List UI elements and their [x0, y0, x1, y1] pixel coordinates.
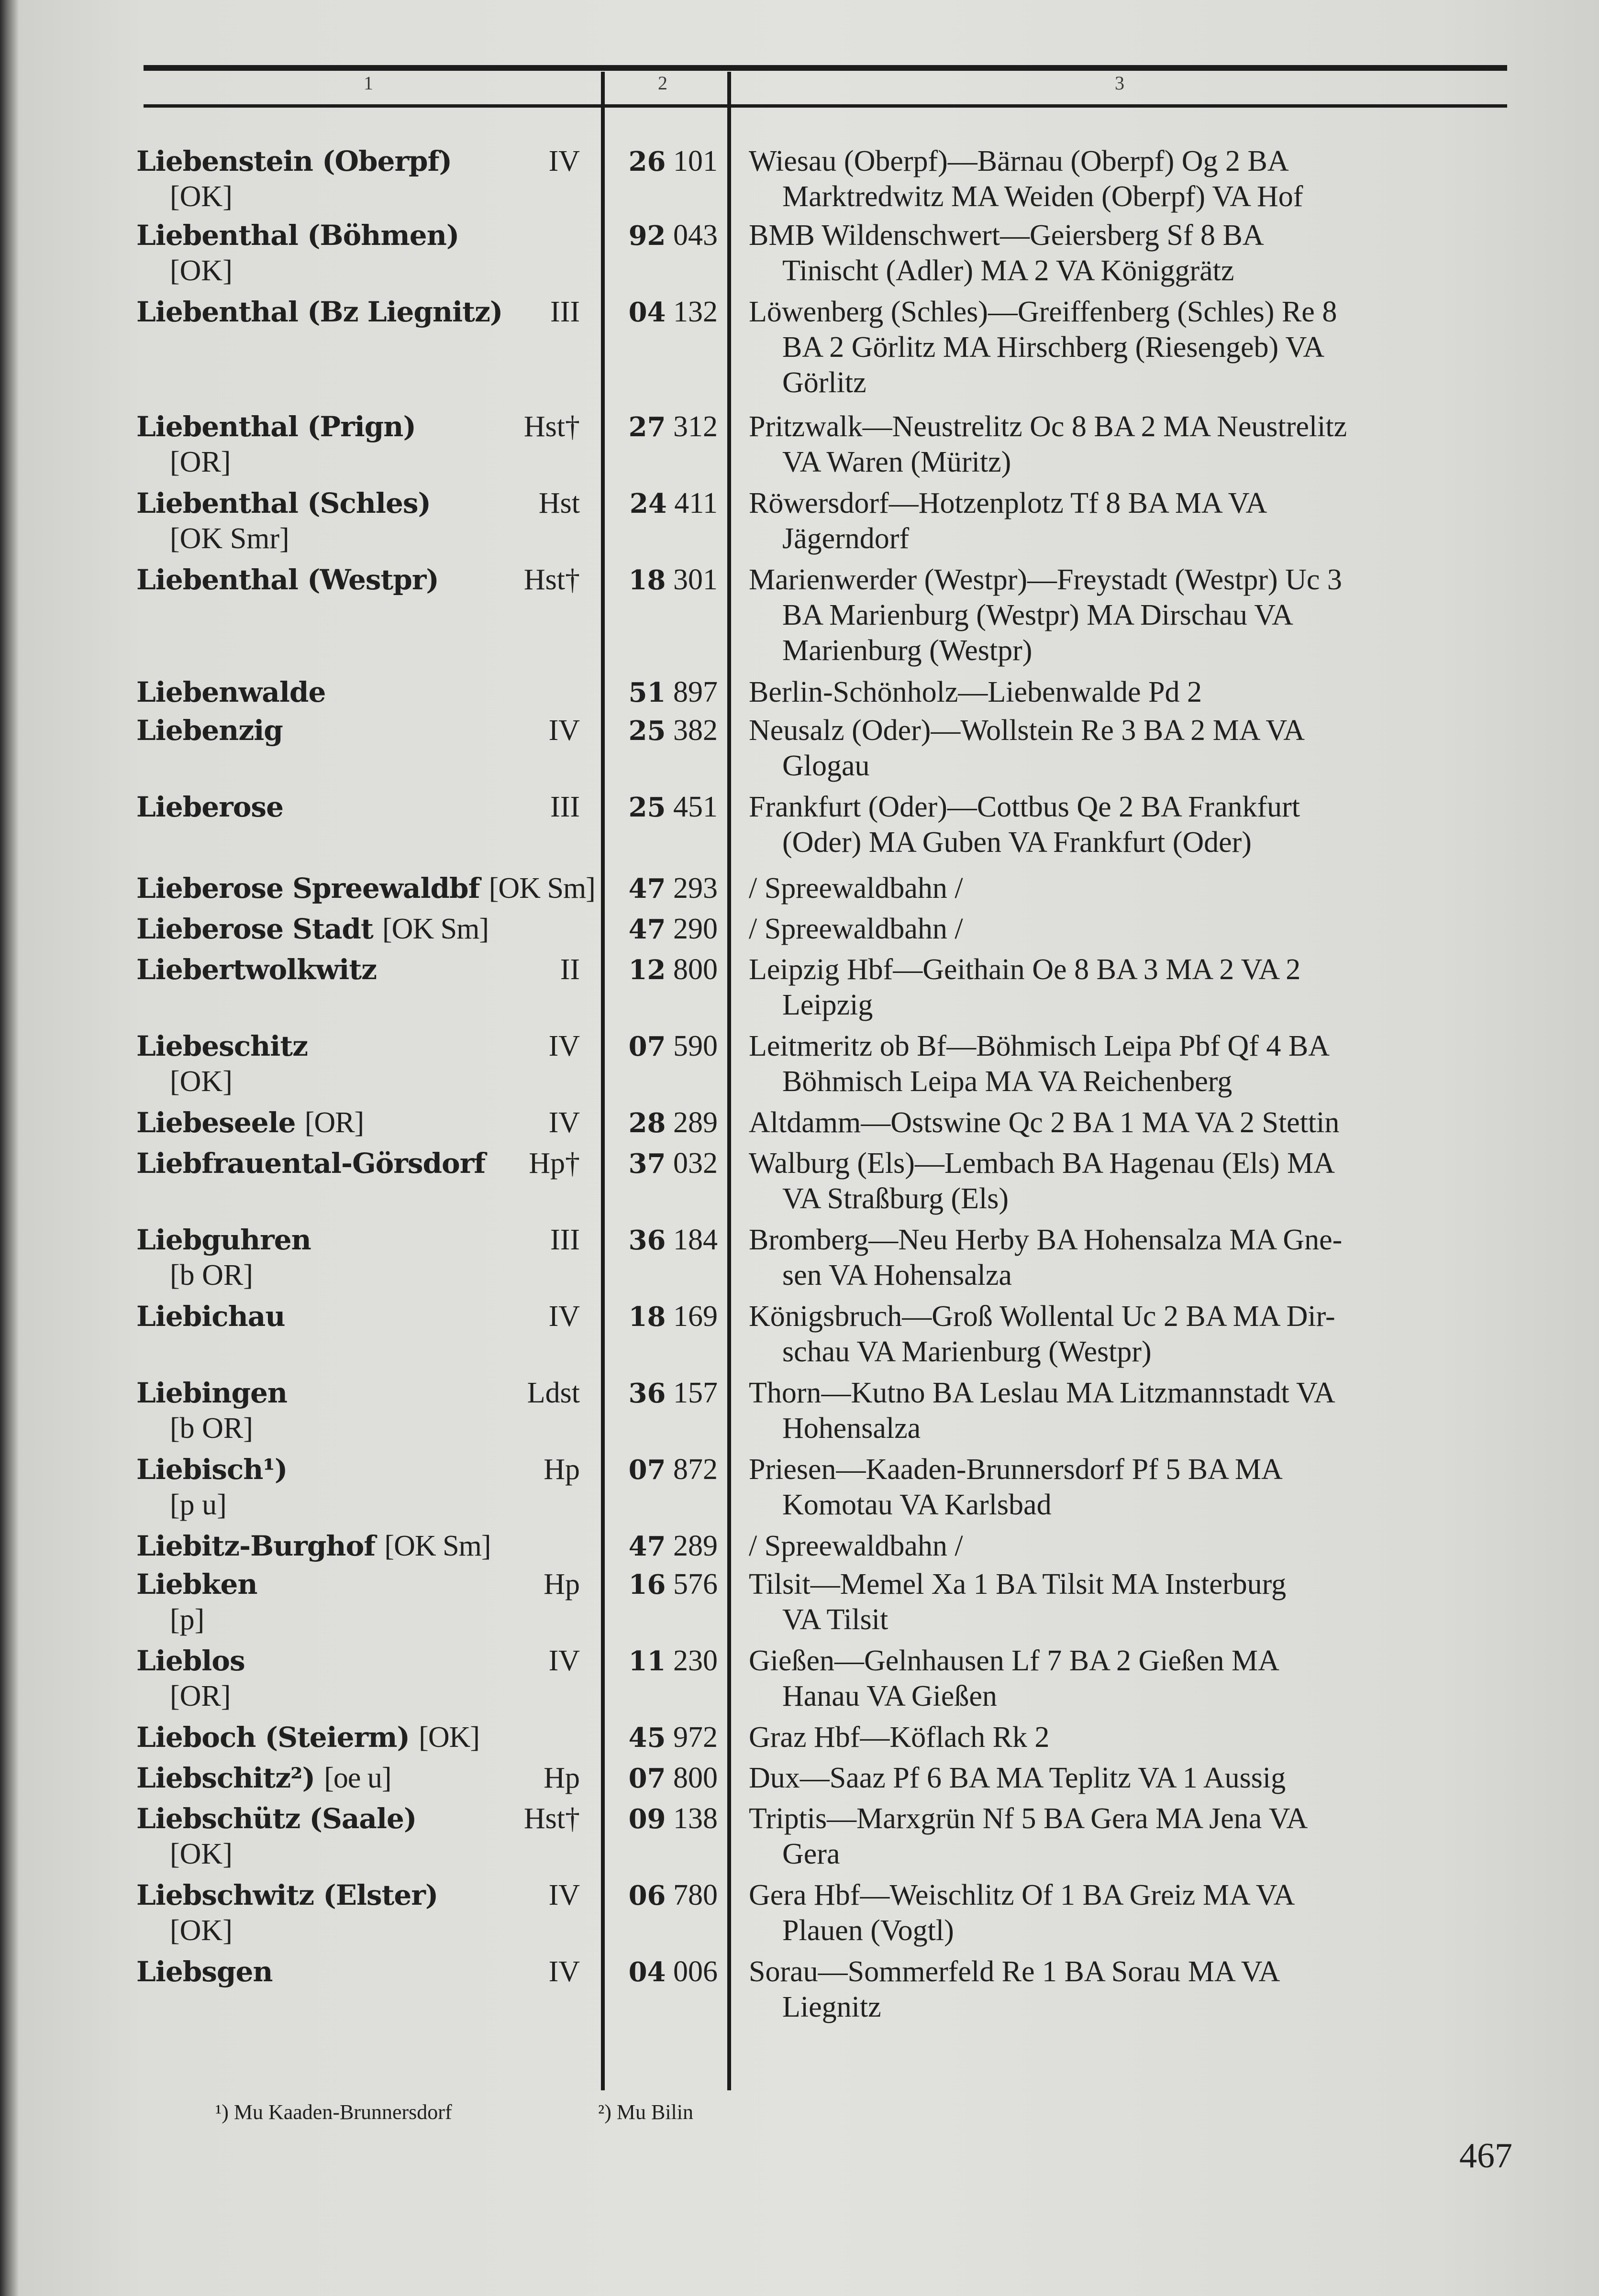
route-line: BMB Wildenschwert—Geiersberg Sf 8 BA	[749, 219, 1264, 252]
station-code	[617, 1567, 718, 1602]
route-line: Pritzwalk—Neustrelitz Oc 8 BA 2 MA Neustrelitz	[749, 410, 1347, 443]
code-prefix: 18	[628, 564, 666, 596]
code-suffix: 411	[674, 487, 718, 519]
station-bracket: [OK Sm]	[384, 1530, 491, 1562]
column-number-2: 2	[658, 72, 667, 94]
route-line: Frankfurt (Oder)—Cottbus Qe 2 BA Frankfurt	[749, 791, 1300, 823]
code-prefix: 12	[628, 954, 666, 986]
route-line: Leipzig	[782, 989, 873, 1021]
route-description	[749, 294, 1519, 400]
station-code	[617, 713, 718, 749]
route-description	[749, 1877, 1519, 1948]
route-line: Glogau	[782, 750, 870, 782]
code-suffix: 289	[673, 1106, 718, 1139]
station-bracket: [oe u]	[324, 1762, 391, 1794]
station-code	[617, 409, 718, 445]
code-prefix: 45	[628, 1722, 666, 1754]
station-class: IV	[548, 714, 580, 747]
route-line: Röwersdorf—Hotzenplotz Tf 8 BA MA VA	[749, 487, 1267, 519]
station-annotation: [OK]	[170, 1914, 233, 1947]
station-bracket: [OK Sm]	[382, 913, 489, 945]
station-name	[136, 1528, 610, 1564]
station-class: IV	[548, 1955, 580, 1988]
station-code	[617, 1877, 718, 1913]
footnote-1: ¹) Mu Kaaden-Brunnersdorf	[215, 2100, 452, 2124]
station-class: III	[550, 1224, 580, 1256]
code-prefix: 27	[628, 411, 666, 443]
code-suffix: 006	[673, 1955, 718, 1988]
code-suffix: 289	[673, 1530, 718, 1562]
station-annotation: [OK]	[170, 180, 233, 213]
station-code	[617, 789, 718, 825]
route-description	[749, 409, 1519, 480]
station-class: III	[550, 296, 580, 328]
route-line: (Oder) MA Guben VA Frankfurt (Oder)	[782, 826, 1252, 859]
station-code	[617, 1452, 718, 1488]
column-number-1: 1	[364, 72, 373, 94]
route-line: VA Straßburg (Els)	[782, 1182, 1009, 1215]
station-name-text: Liebenstein (Oberpf)	[136, 145, 452, 177]
route-description	[749, 1222, 1519, 1293]
station-name	[136, 144, 610, 179]
code-suffix: 590	[673, 1030, 718, 1062]
route-line: Neusalz (Oder)—Wollstein Re 3 BA 2 MA VA	[749, 714, 1305, 747]
route-line: Dux—Saaz Pf 6 BA MA Teplitz VA 1 Aussig	[749, 1762, 1286, 1794]
code-prefix: 11	[628, 1645, 666, 1677]
route-description	[749, 1760, 1519, 1796]
station-name-text: Liebenthal (Böhmen)	[136, 219, 459, 252]
station-name	[136, 674, 610, 710]
header-top-rule	[144, 65, 1507, 71]
code-suffix: 872	[673, 1453, 718, 1486]
station-class: IV	[548, 1879, 580, 1911]
station-class: IV	[548, 1030, 580, 1062]
route-line: sen VA Hohensalza	[782, 1259, 1012, 1292]
route-line: Tilsit—Memel Xa 1 BA Tilsit MA Insterburg	[749, 1568, 1287, 1601]
code-prefix: 26	[628, 146, 666, 177]
station-name	[136, 1643, 610, 1678]
route-description	[749, 1528, 1519, 1564]
route-description	[749, 1299, 1519, 1369]
station-code	[617, 911, 718, 947]
route-line: Thorn—Kutno BA Leslau MA Litzmannstadt VA	[749, 1377, 1335, 1409]
page-number: 467	[1459, 2136, 1512, 2175]
station-class: Hp	[544, 1453, 580, 1486]
route-line: / Spreewaldbahn /	[749, 872, 963, 905]
station-name-text: Liebschwitz (Elster)	[136, 1879, 438, 1911]
route-line: Bromberg—Neu Herby BA Hohensalza MA Gne-	[749, 1224, 1343, 1256]
route-description	[749, 1801, 1519, 1872]
code-prefix: 47	[628, 1531, 666, 1562]
station-name	[136, 871, 610, 906]
station-class: IV	[548, 1300, 580, 1333]
station-annotation: [OK Smr]	[170, 522, 289, 555]
station-name	[136, 1222, 610, 1258]
route-line: Wiesau (Oberpf)—Bärnau (Oberpf) Og 2 BA	[749, 145, 1289, 177]
route-description	[749, 486, 1519, 556]
station-code	[617, 674, 718, 710]
code-suffix: 230	[673, 1645, 718, 1677]
code-suffix: 138	[673, 1802, 718, 1835]
code-prefix: 28	[628, 1107, 666, 1139]
station-name	[136, 911, 610, 947]
station-name-text: Lieberose Spreewaldbf	[136, 872, 480, 905]
route-line: / Spreewaldbahn /	[749, 1530, 963, 1562]
station-code	[617, 1720, 718, 1755]
route-line: VA Tilsit	[782, 1603, 888, 1636]
station-code	[617, 1643, 718, 1679]
station-name-text: Liebeschitz	[136, 1030, 308, 1062]
station-name	[136, 218, 610, 253]
station-class: Hst†	[523, 1802, 580, 1835]
code-prefix: 36	[628, 1378, 666, 1409]
route-line: Königsbruch—Groß Wollental Uc 2 BA MA Dir-	[749, 1300, 1335, 1333]
station-class: Hp	[544, 1568, 580, 1601]
station-name-text: Liebichau	[136, 1300, 285, 1333]
station-code	[617, 144, 718, 179]
code-suffix: 800	[673, 953, 718, 986]
route-description	[749, 218, 1519, 288]
station-code	[617, 1299, 718, 1335]
route-line: BA Marienburg (Westpr) MA Dirschau VA	[782, 599, 1293, 631]
station-name-text: Lieboch (Steierm)	[136, 1721, 410, 1754]
station-class: Hst†	[523, 410, 580, 443]
route-description	[749, 871, 1519, 906]
station-code	[617, 871, 718, 906]
code-suffix: 032	[673, 1147, 718, 1180]
code-suffix: 132	[673, 296, 718, 328]
code-prefix: 04	[628, 297, 666, 328]
route-line: Böhmisch Leipa MA VA Reichenberg	[782, 1065, 1233, 1098]
station-name-text: Liebguhren	[136, 1224, 311, 1256]
station-bracket: [OR]	[304, 1106, 364, 1139]
code-suffix: 101	[673, 145, 718, 177]
footnote-2: ²) Mu Bilin	[598, 2100, 693, 2124]
route-line: Berlin-Schönholz—Liebenwalde Pd 2	[749, 676, 1202, 708]
code-prefix: 24	[629, 488, 667, 519]
code-suffix: 301	[673, 563, 718, 596]
station-code	[617, 1105, 718, 1141]
station-name-text: Liebenthal (Westpr)	[136, 563, 439, 596]
code-prefix: 51	[628, 677, 666, 708]
station-code	[617, 1028, 718, 1064]
route-description	[749, 1643, 1519, 1714]
route-description	[749, 911, 1519, 947]
route-line: Komotau VA Karlsbad	[782, 1489, 1052, 1521]
column-divider-2	[727, 72, 731, 2090]
route-line: Gießen—Gelnhausen Lf 7 BA 2 Gießen MA	[749, 1645, 1279, 1677]
route-description	[749, 144, 1519, 214]
route-description	[749, 713, 1519, 784]
station-name-text: Lieberose Stadt	[136, 913, 373, 945]
route-line: Marktredwitz MA Weiden (Oberpf) VA Hof	[782, 180, 1303, 213]
code-prefix: 07	[628, 1454, 666, 1486]
route-line: Graz Hbf—Köflach Rk 2	[749, 1721, 1050, 1754]
route-line: Liegnitz	[782, 1991, 881, 2023]
station-class: IV	[548, 1645, 580, 1677]
station-annotation: [p u]	[170, 1489, 227, 1521]
station-annotation: [OK]	[170, 1065, 233, 1098]
code-prefix: 09	[628, 1803, 666, 1835]
station-name-text: Liebingen	[136, 1377, 288, 1409]
station-code	[617, 1375, 718, 1411]
station-class: Ldst	[527, 1377, 580, 1409]
station-code	[617, 294, 718, 330]
header-bottom-rule	[144, 104, 1507, 108]
code-suffix: 184	[673, 1224, 718, 1256]
route-line: Gera Hbf—Weischlitz Of 1 BA Greiz MA VA	[749, 1879, 1295, 1911]
code-suffix: 382	[673, 714, 718, 747]
station-code	[617, 218, 718, 254]
station-annotation: [p]	[170, 1603, 205, 1636]
station-name-text: Liebschütz (Saale)	[136, 1802, 417, 1835]
code-prefix: 47	[628, 914, 666, 945]
route-line: BA 2 Görlitz MA Hirschberg (Riesengeb) VA	[782, 331, 1325, 364]
station-name	[136, 1105, 610, 1140]
station-name-text: Liebenthal (Schles)	[136, 487, 431, 519]
route-line: Altdamm—Ostswine Qc 2 BA 1 MA VA 2 Stettin	[749, 1106, 1340, 1139]
station-name-text: Liebfrauental-Görsdorf	[136, 1147, 486, 1180]
code-suffix: 972	[673, 1721, 718, 1754]
station-code	[617, 562, 718, 598]
station-name	[136, 789, 610, 825]
code-prefix: 25	[628, 792, 666, 823]
station-class: IV	[548, 1106, 580, 1139]
station-name	[136, 1299, 610, 1334]
route-line: Triptis—Marxgrün Nf 5 BA Gera MA Jena VA	[749, 1802, 1308, 1835]
station-name-text: Liebschitz²)	[136, 1762, 315, 1794]
route-line: Gera	[782, 1838, 840, 1870]
route-description	[749, 1452, 1519, 1523]
route-line: Löwenberg (Schles)—Greiffenberg (Schles) Re 8	[749, 296, 1337, 328]
station-name	[136, 294, 610, 330]
station-name-text: Liebenwalde	[136, 676, 326, 708]
station-name-text: Liebisch¹)	[136, 1453, 288, 1486]
code-suffix: 293	[673, 872, 718, 905]
code-prefix: 06	[628, 1880, 666, 1911]
station-class: III	[550, 791, 580, 823]
station-annotation: [b OR]	[170, 1259, 253, 1292]
route-line: Priesen—Kaaden-Brunnersdorf Pf 5 BA MA	[749, 1453, 1283, 1486]
route-description	[749, 952, 1519, 1023]
code-prefix: 07	[628, 1031, 666, 1062]
station-code	[617, 1954, 718, 1990]
route-line: schau VA Marienburg (Westpr)	[782, 1336, 1152, 1368]
station-name	[136, 713, 610, 748]
station-name-text: Liebken	[136, 1568, 257, 1601]
route-line: Walburg (Els)—Lembach BA Hagenau (Els) MA	[749, 1147, 1335, 1180]
station-class: Hst	[538, 487, 580, 519]
station-code	[617, 1760, 718, 1796]
station-name-text: Liebenzig	[136, 714, 283, 747]
station-name-text: Liebenthal (Bz Liegnitz)	[136, 296, 503, 328]
station-code	[617, 1146, 718, 1181]
route-line: Görlitz	[782, 366, 866, 399]
route-line: Leipzig Hbf—Geithain Oe 8 BA 3 MA 2 VA 2	[749, 953, 1301, 986]
code-suffix: 312	[673, 410, 718, 443]
code-suffix: 157	[673, 1377, 718, 1409]
column-number-3: 3	[1115, 72, 1124, 94]
station-annotation: [b OR]	[170, 1412, 253, 1445]
route-line: / Spreewaldbahn /	[749, 913, 963, 945]
code-prefix: 18	[628, 1301, 666, 1333]
code-suffix: 169	[673, 1300, 718, 1333]
station-name-text: Liebertwolkwitz	[136, 953, 377, 986]
station-name	[136, 1720, 610, 1755]
code-suffix: 800	[673, 1762, 718, 1794]
code-prefix: 07	[628, 1763, 666, 1794]
station-code	[617, 486, 718, 521]
route-line: Tinischt (Adler) MA 2 VA Königgrätz	[782, 254, 1234, 287]
station-code	[617, 952, 718, 988]
code-prefix: 04	[628, 1956, 666, 1988]
code-prefix: 36	[628, 1225, 666, 1256]
station-annotation: [OK]	[170, 1838, 233, 1870]
station-code	[617, 1222, 718, 1258]
route-description	[749, 789, 1519, 860]
code-prefix: 37	[628, 1148, 666, 1180]
code-suffix: 576	[673, 1568, 718, 1601]
station-name	[136, 1452, 610, 1487]
route-description	[749, 1375, 1519, 1446]
route-line: Plauen (Vogtl)	[782, 1914, 954, 1947]
code-prefix: 92	[628, 220, 666, 252]
station-name	[136, 1028, 610, 1064]
station-name	[136, 1760, 610, 1796]
route-line: Marienburg (Westpr)	[782, 634, 1033, 667]
route-line: Hohensalza	[782, 1412, 921, 1445]
station-name	[136, 1954, 610, 1989]
station-name-text: Lieberose	[136, 791, 283, 823]
route-description	[749, 1105, 1519, 1140]
station-bracket: [OK]	[419, 1721, 480, 1754]
station-name	[136, 952, 610, 987]
code-prefix: 25	[628, 715, 666, 747]
station-class: II	[560, 953, 580, 986]
code-prefix: 47	[628, 873, 666, 905]
station-class: Hst†	[523, 563, 580, 596]
route-line: Leitmeritz ob Bf—Böhmisch Leipa Pbf Qf 4 BA	[749, 1030, 1330, 1062]
route-line: Marienwerder (Westpr)—Freystadt (Westpr) Uc 3	[749, 563, 1342, 596]
route-description	[749, 1720, 1519, 1755]
station-class: Hp	[544, 1762, 580, 1794]
station-name-text: Liebeseele	[136, 1106, 296, 1139]
station-class: IV	[548, 145, 580, 177]
route-description	[749, 1146, 1519, 1216]
station-name-text: Liebitz-Burghof	[136, 1530, 376, 1562]
route-description	[749, 1028, 1519, 1099]
code-suffix: 897	[673, 676, 718, 708]
code-suffix: 780	[673, 1879, 718, 1911]
station-name	[136, 1567, 610, 1602]
code-suffix: 290	[673, 913, 718, 945]
route-line: Sorau—Sommerfeld Re 1 BA Sorau MA VA	[749, 1955, 1280, 1988]
station-bracket: [OK Sm]	[489, 872, 595, 905]
station-name-text: Liebenthal (Prign)	[136, 410, 416, 443]
station-annotation: [OR]	[170, 1680, 231, 1712]
route-description	[749, 1567, 1519, 1637]
station-class: Hp†	[529, 1147, 580, 1180]
station-code	[617, 1801, 718, 1837]
route-line: Jägerndorf	[782, 522, 910, 555]
code-suffix: 043	[673, 219, 718, 252]
station-name-text: Lieblos	[136, 1645, 245, 1677]
route-description	[749, 674, 1519, 710]
route-line: VA Waren (Müritz)	[782, 446, 1011, 478]
route-description	[749, 562, 1519, 668]
station-annotation: [OK]	[170, 254, 233, 287]
code-prefix: 16	[628, 1569, 666, 1601]
station-code	[617, 1528, 718, 1564]
station-name	[136, 1877, 610, 1913]
station-annotation: [OR]	[170, 446, 231, 478]
route-description	[749, 1954, 1519, 2025]
station-name-text: Liebsgen	[136, 1955, 273, 1988]
code-suffix: 451	[673, 791, 718, 823]
route-line: Hanau VA Gießen	[782, 1680, 997, 1712]
